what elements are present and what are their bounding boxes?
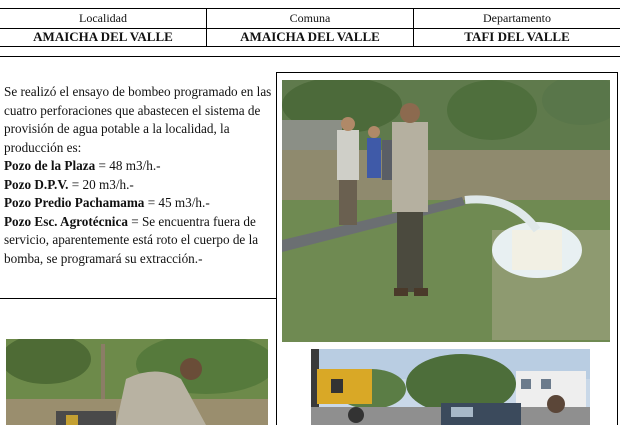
table-bottom-border: [0, 46, 620, 47]
worker-photo: [6, 339, 268, 425]
photo-frame-top: [276, 72, 618, 73]
header-departamento: Departamento: [483, 11, 551, 25]
truck-photo: [311, 349, 590, 425]
photo-frame-right: [617, 72, 618, 425]
value-comuna: AMAICHA DEL VALLE: [240, 29, 380, 44]
section-separator: [0, 56, 620, 57]
worker-photo-drawing: [6, 339, 268, 425]
value-departamento: TAFI DEL VALLE: [464, 29, 570, 44]
well-item-dpv: Pozo D.P.V. = 20 m3/h.-: [4, 176, 134, 192]
header-localidad: Localidad: [79, 11, 127, 25]
header-comuna: Comuna: [289, 11, 331, 25]
pump-test-photo: [282, 80, 610, 342]
well-item-agrotecnica: Pozo Esc. Agrotécnica = Se encuentra fuera de servicio, aparentemente está roto el cuerpo de la bomba, se programará su extracción.-: [4, 213, 259, 266]
well-item-pachamama: Pozo Predio Pachamama = 45 m3/h.-: [4, 195, 210, 210]
truck-photo-drawing: [311, 349, 590, 425]
table-top-border: [0, 8, 620, 9]
value-localidad: AMAICHA DEL VALLE: [33, 29, 173, 44]
text-box-bottom-border: [0, 298, 276, 299]
report-intro: Se realizó el ensayo de bombeo programado en las cuatro perforaciones que abastecen el sistema de provisión de agua potable a la localidad, la producción es:: [4, 84, 272, 155]
photo-frame-left: [276, 72, 277, 425]
report-text: [4, 83, 272, 268]
pump-test-photo-drawing: [282, 80, 610, 342]
well-item-plaza: Pozo de la Plaza = 48 m3/h.-: [4, 158, 161, 173]
